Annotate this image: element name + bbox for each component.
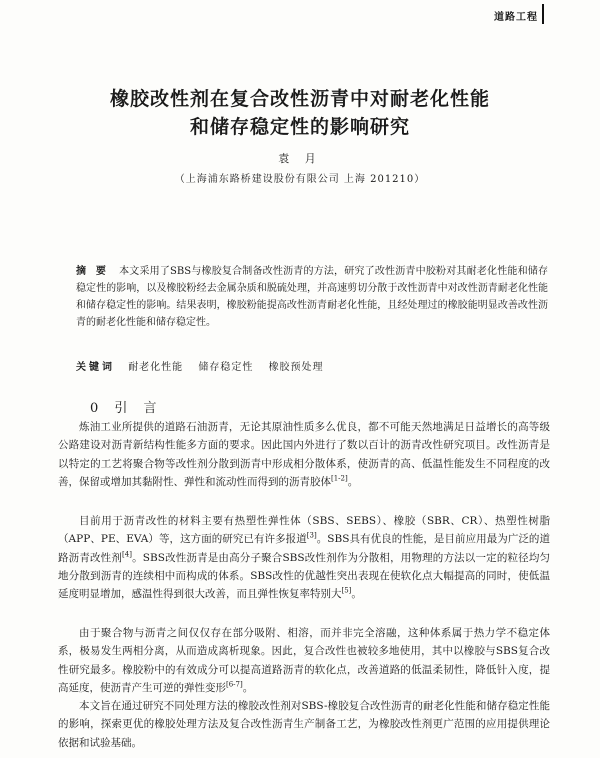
keyword-item: 耐老化性能 xyxy=(128,362,184,373)
citation-ref: [5] xyxy=(341,586,352,595)
keyword-item: 储存稳定性 xyxy=(198,362,254,373)
paragraph-text: 本文旨在通过研究不同处理方法的橡胶改性剂对SBS-橡胶复合改性沥青的耐老化性能和储存稳定性能的影响，探索更优的橡胶处理方法及复合改性沥青生产制备工艺，为橡胶改性剂更广范围的应用提供理论依据和试验基础。 xyxy=(58,700,550,749)
keywords-block xyxy=(76,358,548,373)
citation-ref: [4] xyxy=(122,550,132,559)
header-divider xyxy=(542,4,544,24)
citation-ref: [3] xyxy=(306,531,317,540)
paragraph-text: 炼油工业所提供的道路石油沥青，无论其原油性质多么优良，都不可能天然地满足日益增长的高等级公路建设对沥青新结构性能多方面的要求。因此国内外进行了数以百计的沥青改性研究项目。改性沥青是以特定的工艺将聚合物等改性剂分散到沥青中形成相分散体系，使沥青的高、低温性能发生不同程度的改善，保留或增加其黏附性、弹性和流动性而得到的沥青胶体 xyxy=(58,421,550,488)
intro-paragraph-2 xyxy=(58,512,550,603)
paragraph-text: 。SBS改性沥青是由高分子聚合SBS改性剂作为分散相，用物理的方法以一定的粒径均匀地分散到沥青的连续相中而构成的体系。SBS改性的优越性突出表现在使软化点大幅提高的同时，使低温延度明显增加，感温性得到很大改善，而且弹性恢复率特别大 xyxy=(58,551,551,601)
section-heading-introduction: 0 引 言 xyxy=(90,401,163,416)
paragraph-text: 。SBS具有优良的性能，是目前应用最为广泛的道路沥青改性剂 xyxy=(58,533,550,564)
paragraph-text: 目前用于沥青改性的材料主要有热塑性弹性体（SBS、SEBS）、橡胶（SBR、CR）、热塑性树脂（APP、PE、EVA）等，这方面的研究已有许多报道 xyxy=(58,515,550,546)
citation-ref: [1-2] xyxy=(331,474,348,483)
paper-title xyxy=(0,85,600,141)
abstract-block xyxy=(76,263,548,331)
author-name: 袁 月 xyxy=(278,152,322,165)
journal-section-tag: 道路工程 xyxy=(494,12,538,23)
abstract-label: 摘 要 xyxy=(76,266,110,277)
intro-paragraph-3 xyxy=(58,624,550,697)
author-affiliation: （上海浦东路桥建设股份有限公司 上海 201210） xyxy=(174,174,426,185)
paragraph-text: 。 xyxy=(242,681,254,694)
keyword-item: 橡胶预处理 xyxy=(268,362,324,373)
citation-ref: [6-7] xyxy=(226,680,243,689)
paragraph-text: 由于聚合物与沥青之间仅仅存在部分吸附、相溶，而并非完全溶融，这种体系属于热力学不稳定体系，极易发生两相分离，从而造成离析现象。因此，复合改性也被较多地使用，其中以橡胶与SBS复合改性研究最多。橡胶粉中的有效成分可以提高道路沥青的软化点，改善道路的低温柔韧性，降低针入度，提高延度，使沥青产生可逆的弹性变形 xyxy=(58,627,550,694)
abstract-text: 本文采用了SBS与橡胶复合制备改性沥青的方法，研究了改性沥青中胶粉对其耐老化性能和储存稳定性的影响，以及橡胶粉经去金属杂质和脱硫处理，并高速剪切分散于改性沥青中对改性沥青耐老化性能和储存稳定性的影响。结果表明，橡胶粉能提高改性沥青耐老化性能，且经处理过的橡胶能明显改善改性沥青的耐老化性能和储存稳定性。 xyxy=(76,266,548,328)
title-line-1: 橡胶改性剂在复合改性沥青中对耐老化性能 xyxy=(109,88,490,110)
keywords-label: 关键词 xyxy=(76,362,115,373)
paragraph-text: 。 xyxy=(347,475,359,488)
intro-paragraph-4 xyxy=(58,697,550,752)
title-line-2: 和储存稳定性的影响研究 xyxy=(189,116,410,138)
paragraph-text: 。 xyxy=(351,588,362,601)
intro-paragraph-1 xyxy=(58,418,550,491)
